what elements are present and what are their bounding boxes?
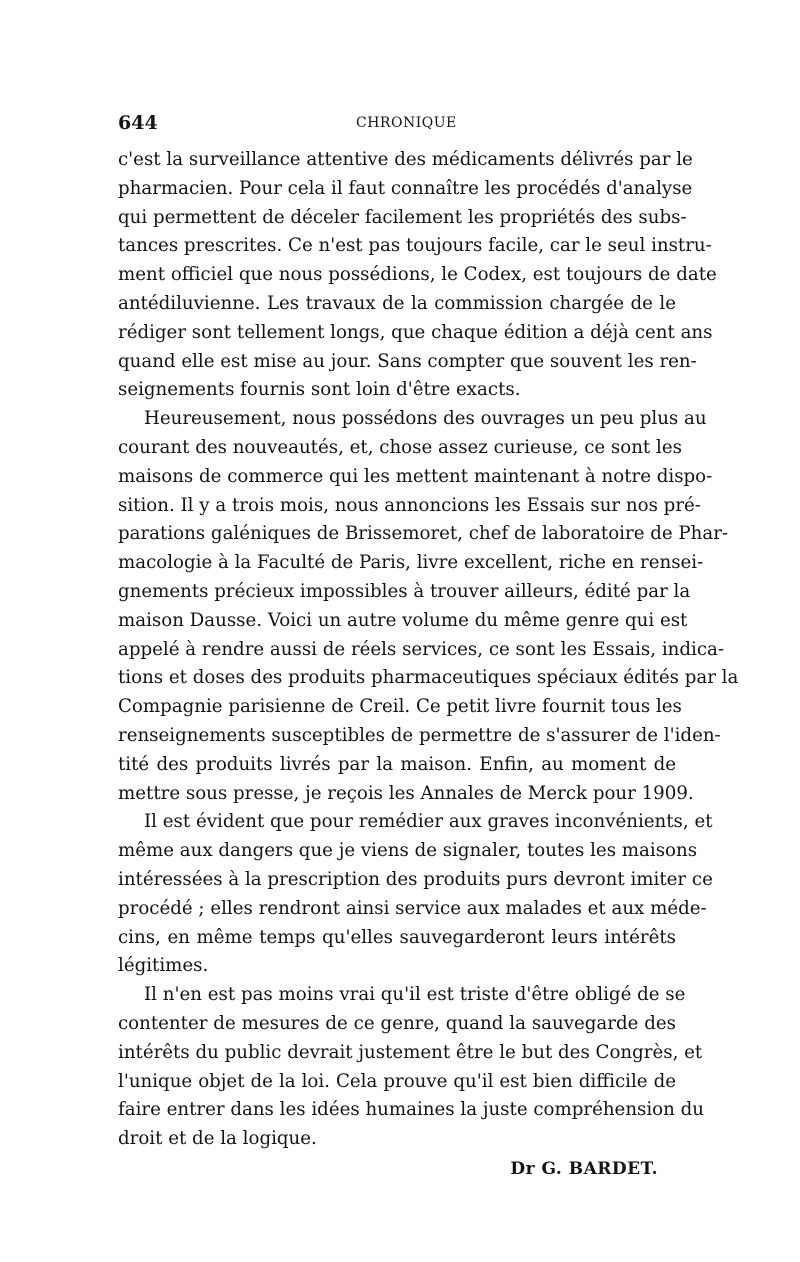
text-line: intérêts du public devrait justement être le but des Congrès, et (118, 1041, 703, 1063)
text-line: quand elle est mise au jour. Sans compter que souvent les ren- (118, 350, 697, 372)
text-line: légitimes. (118, 955, 209, 977)
text-line: procédé ; elles rendront ainsi service aux malades et aux méde- (118, 897, 707, 919)
page-header (118, 112, 676, 138)
paragraph (118, 981, 704, 1154)
body-text (118, 146, 739, 1154)
text-line: tité des produits livrés par la maison. Enfin, au moment de (118, 753, 676, 775)
text-line: renseignements susceptibles de permettre de s'assurer de l'iden- (118, 724, 721, 746)
text-line: Il est évident que pour remédier aux graves inconvénients, et (144, 811, 713, 833)
text-line: qui permettent de déceler facilement les propriétés des subs- (118, 206, 687, 228)
text-line: Heureusement, nous possédons des ouvrages un peu plus au (144, 408, 707, 430)
book-page (118, 112, 739, 1184)
page-number: 644 (118, 112, 158, 134)
author-signature: Dr G. BARDET. (510, 1158, 658, 1179)
text-line: c'est la surveillance attentive des médicaments délivrés par le (118, 149, 693, 170)
text-line: cins, en même temps qu'elles sauvegarderont leurs intérêts (118, 926, 676, 948)
text-line: Compagnie parisienne de Creil. Ce petit livre fournit tous les (118, 696, 682, 718)
text-line: antédiluvienne. Les travaux de la commission chargée de le (118, 292, 676, 314)
text-line: parations galéniques de Brissemoret, chef de laboratoire de Phar- (118, 523, 729, 545)
text-line: tions et doses des produits pharmaceutiques spéciaux édités par la (118, 667, 739, 689)
text-line: maison Dausse. Voici un autre volume du même genre qui est (118, 609, 688, 631)
text-line: faire entrer dans les idées humaines la juste compréhension du (118, 1099, 704, 1121)
paragraph (118, 146, 717, 405)
text-line: contenter de mesures de ce genre, quand la sauvegarde des (118, 1012, 676, 1034)
text-line: l'unique objet de la loi. Cela prouve qu'il est bien difficile de (118, 1070, 676, 1092)
text-line: rédiger sont tellement longs, que chaque édition a déjà cent ans (118, 321, 713, 343)
text-line: maisons de commerce qui les mettent maintenant à notre dispo- (118, 465, 713, 487)
text-line: Il n'en est pas moins vrai qu'il est triste d'être obligé de se (144, 984, 686, 1006)
running-head: CHRONIQUE (356, 115, 457, 131)
text-line: mettre sous presse, je reçois les Annales de Merck pour 1909. (118, 782, 694, 804)
text-line: seignements fournis sont loin d'être exacts. (118, 379, 521, 401)
text-line: appelé à rendre aussi de réels services, ce sont les Essais, indica- (118, 638, 724, 660)
text-line: pharmacien. Pour cela il faut connaître les procédés d'analyse (118, 177, 693, 199)
text-line: tances prescrites. Ce n'est pas toujours facile, car le seul instru- (118, 235, 712, 257)
text-line: même aux dangers que je viens de signaler, toutes les maisons (118, 840, 698, 862)
text-line: macologie à la Faculté de Paris, livre excellent, riche en rensei- (118, 552, 704, 574)
text-line: courant des nouveautés, et, chose assez curieuse, ce sont les (118, 436, 682, 458)
text-line: ment officiel que nous possédions, le Codex, est toujours de date (118, 264, 717, 286)
paragraph (118, 405, 739, 808)
text-line: droit et de la logique. (118, 1128, 317, 1150)
text-line: sition. Il y a trois mois, nous annoncions les Essais sur nos pré- (118, 494, 701, 516)
text-line: gnements précieux impossibles à trouver ailleurs, édité par la (118, 580, 691, 602)
text-line: intéressées à la prescription des produits purs devront imiter ce (118, 868, 713, 890)
paragraph (118, 808, 713, 981)
